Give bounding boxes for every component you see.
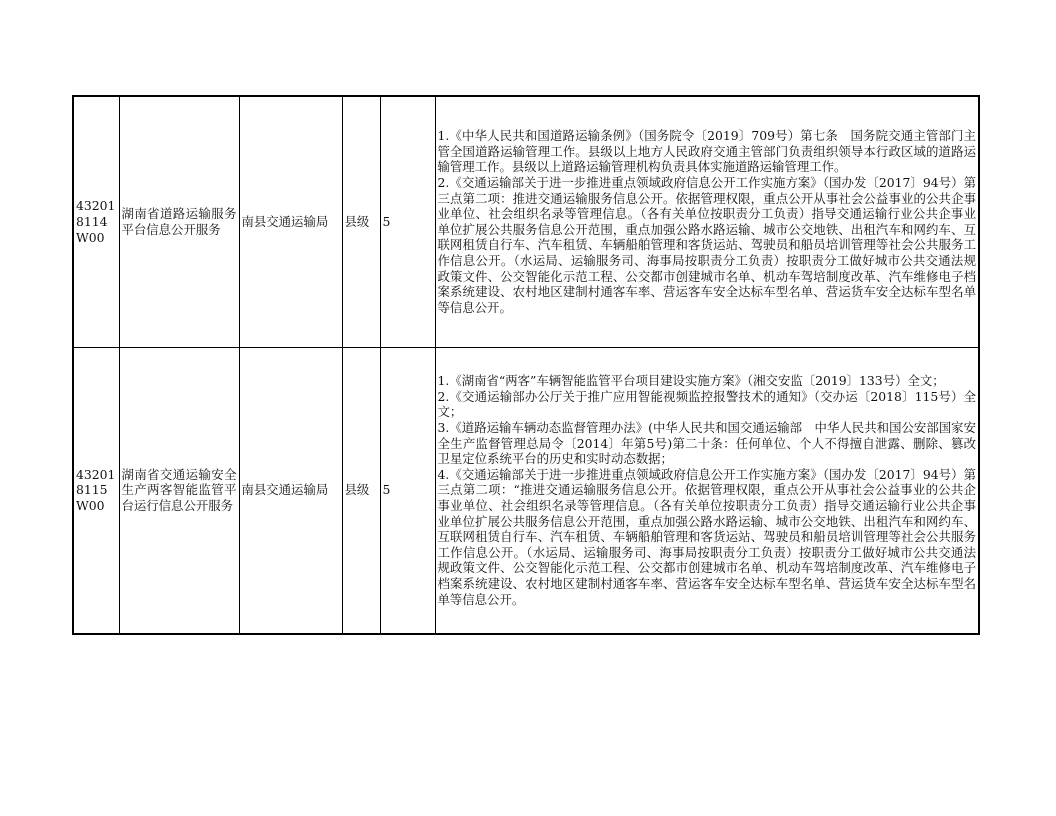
basis-paragraph: 2.《交通运输部关于进一步推进重点领域政府信息公开工作实施方案》（国办发〔2017〕94号）第三点第二项：推进交通运输服务信息公开。依据管理权限，重点公开从事社会公益事业的公共企事业单位、社会组织名录等管理信息。（各有关单位按职责分工负责）指导交通运输行业公共企事业单位扩展公共服务信息公开范围，重点加强公路水路运输、城市公交地铁、出租汽车和网约车、互联网租赁自行车、汽车租赁、车辆船舶管理和客货运站、驾驶员和船员培训管理等社会公共服务工作信息公开。（水运局、运输服务司、海事局按职责分工负责）按职责分工做好城市公共交通法规政策文件、公交智能化示范工程、公交都市创建城市名单、机动车驾培制度改革、汽车维修电子档案系统建设、农村地区建制村通客车率、营运客车安全达标车型名单、营运货车安全达标车型名单等信息公开。 [437,174,976,315]
legal-basis [435,347,979,634]
time-limit: 5 [380,347,435,634]
basis-paragraph: 1.《湖南省“两客”车辆智能监管平台项目建设实施方案》（湘交安监〔2019〕133号）全文； [437,373,945,389]
table-row [73,96,979,347]
legal-basis [435,96,979,347]
item-name: 湖南省交通运输安全生产两客智能监管平台运行信息公开服务 [119,347,239,634]
basis-paragraph: 2.《交通运输部办公厅关于推广应用智能视频监控报警技术的通知》（交办运〔2018〕115号）全文； [437,388,976,420]
basis-paragraph: 1.《中华人民共和国道路运输条例》（国务院令〔2019〕709号）第七条 国务院交通主管部门主管全国道路运输管理工作。县级以上地方人民政府交通主管部门负责组织领导本行政区域的道路运输管理工作。县级以上道路运输管理机构负责具体实施道路运输管理工作。 [437,128,976,175]
item-name: 湖南省道路运输服务平台信息公开服务 [119,96,239,347]
service-table [72,95,980,635]
basis-paragraph: 3.《道路运输车辆动态监督管理办法》(中华人民共和国交通运输部 中华人民共和国公安部国家安全生产监督管理总局令〔2014〕年第5号)第二十条：任何单位、个人不得擅自泄露、删除、篡改卫星定位系统平台的历史和实时动态数据； [437,420,976,467]
table-row [73,347,979,634]
level: 县级 [342,96,380,347]
basis-paragraph: 4.《交通运输部关于进一步推进重点领域政府信息公开工作实施方案》（国办发〔2017〕94号）第三点第二项：“推进交通运输服务信息公开。依据管理权限，重点公开从事社会公益事业的公共企事业单位、社会组织名录等管理信息。（各有关单位按职责分工负责）指导交通运输行业公共企事业单位扩展公共服务信息公开范围，重点加强公路水路运输、城市公交地铁、出租汽车和网约车、互联网租赁自行车、汽车租赁、车辆船舶管理和客货运站、驾驶员和船员培训管理等社会公共服务工作信息公开。（水运局、运输服务司、海事局按职责分工负责）按职责分工做好城市公共交通法规政策文件、公交智能化示范工程、公交都市创建城市名单、机动车驾培制度改革、汽车维修电子档案系统建设、农村地区建制村通客车率、营运客车安全达标车型名单、营运货车安全达标车型名单等信息公开。 [437,466,976,607]
item-code: 432018115W00 [73,347,119,634]
department: 南县交通运输局 [239,347,342,634]
department: 南县交通运输局 [239,96,342,347]
time-limit: 5 [380,96,435,347]
item-code: 432018114W00 [73,96,119,347]
level: 县级 [342,347,380,634]
